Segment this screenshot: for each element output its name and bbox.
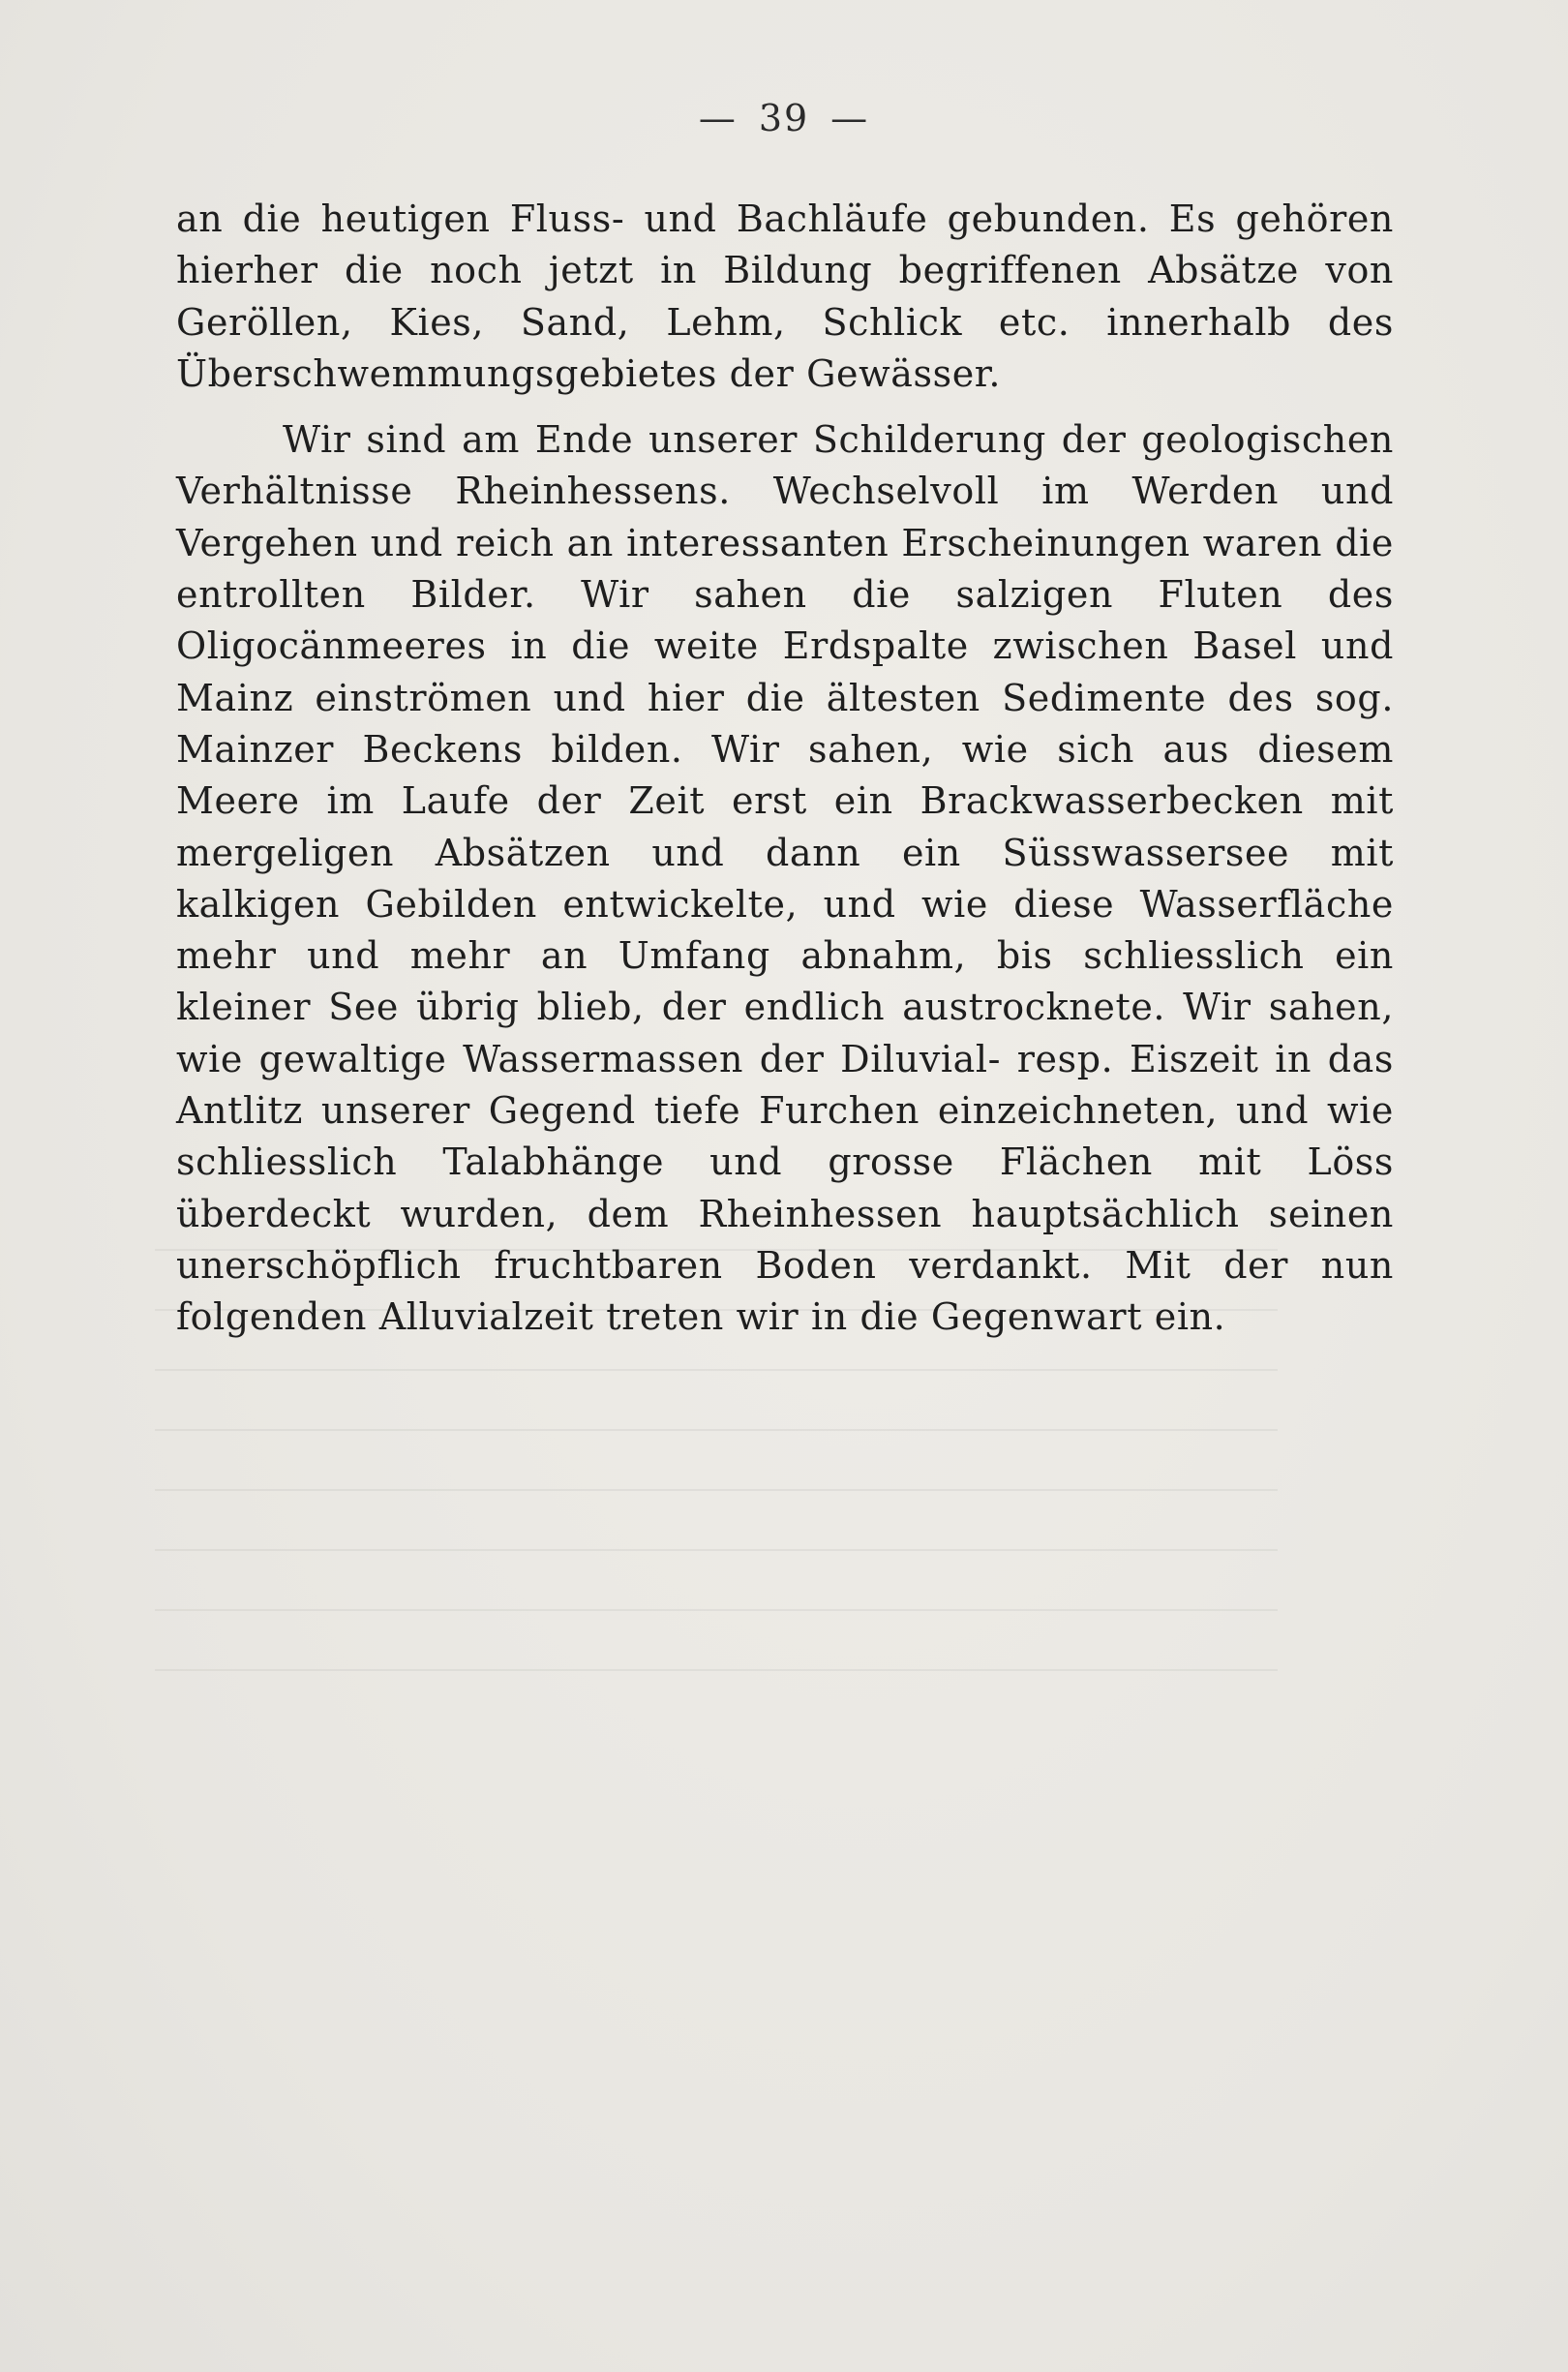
page-number — [0, 97, 1568, 139]
page-number-dash-left: — — [698, 97, 738, 139]
paragraph-continuation: an die heutigen Fluss- und Bachläufe gebunden. Es gehören hierher die noch jetzt in Bildung begriffenen Absätze von Geröllen, Kies, Sand, Lehm, Schlick etc. innerhalb des Überschwemmungsgebietes der Gewässer. — [176, 198, 1394, 395]
page-number-dash-right: — — [830, 97, 870, 139]
page-number-value: 39 — [758, 97, 810, 139]
paragraph-conclusion: Wir sind am Ende unserer Schilderung der geologischen Verhältnisse Rheinhessens. Wechselvoll im Werden und Vergehen und reich an interessanten Erscheinungen waren die entrollten Bilder. Wir sahen die salzigen Fluten des Oligocänmeeres in die weite Erdspalte zwischen Basel und Mainz einströmen und hier die ältesten Sedimente des sog. Mainzer Beckens bilden. Wir sahen, wie sich aus diesem Meere im Laufe der Zeit erst ein Brackwasserbecken mit mergeligen Absätzen und dann ein Süsswassersee mit kalkigen Gebilden entwickelte, und wie diese Wasserfläche mehr und mehr an Umfang abnahm, bis schliesslich ein kleiner See übrig blieb, der endlich austrocknete. Wir sahen, wie gewaltige Wassermassen der Diluvial- resp. Eiszeit in das Antlitz unserer Gegend tiefe Furchen einzeichneten, und wie schliesslich Talabhänge und grosse Flächen mit Löss überdeckt wurden, dem Rheinhessen hauptsächlich seinen unerschöpflich fruchtbaren Boden verdankt. Mit der nun folgenden Alluvialzeit treten wir in die Gegenwart ein. — [176, 418, 1394, 1339]
body-text — [176, 194, 1394, 1344]
